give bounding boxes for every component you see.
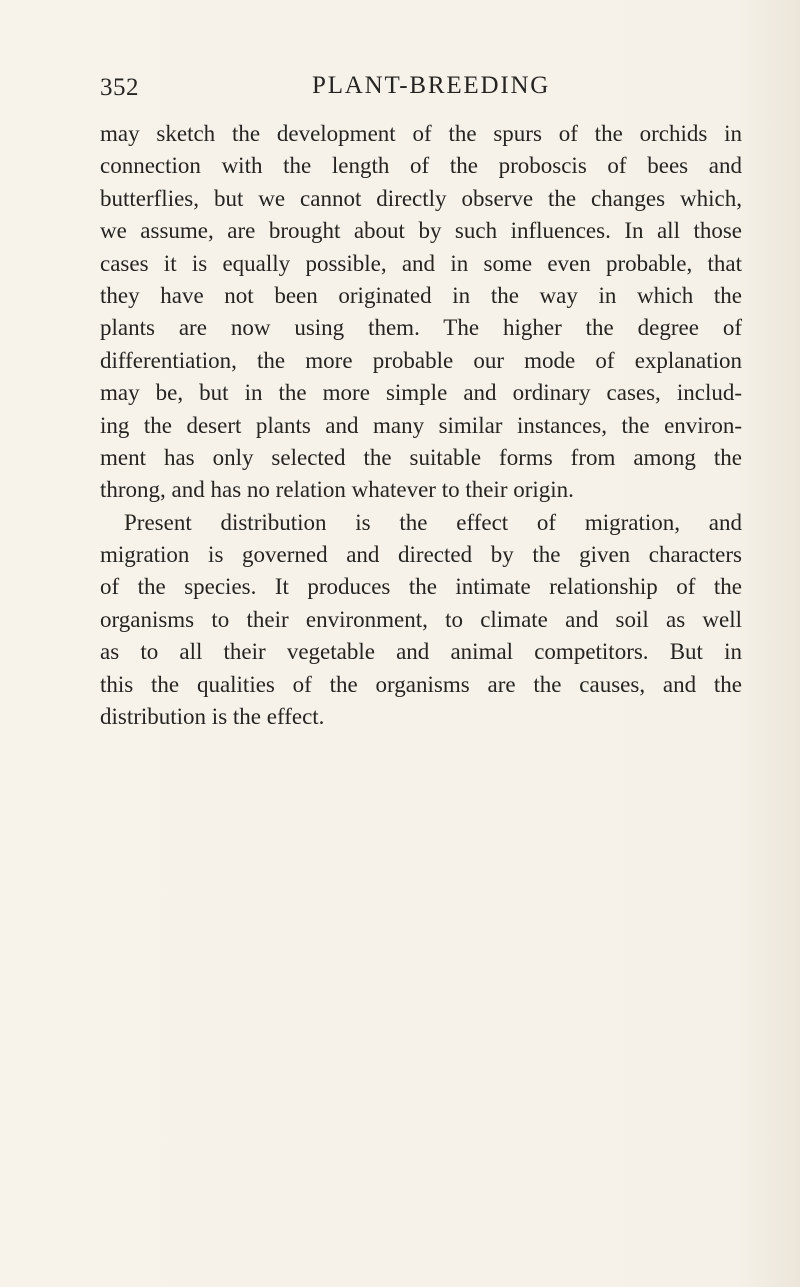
- text-line: organisms to their environment, to climate and soil as well: [100, 606, 742, 632]
- text-line: we assume, are brought about by such influences. In all those: [100, 218, 742, 244]
- text-line: ing the desert plants and many similar instances, the environ-: [100, 412, 742, 438]
- page-header: [0, 72, 800, 108]
- text-line: Present distribution is the effect of migration, and: [124, 509, 742, 535]
- text-line: they have not been originated in the way in which the: [100, 282, 742, 308]
- text-line: plants are now using them. The higher the degree of: [100, 315, 742, 341]
- text-line: may sketch the development of the spurs of the orchids in: [100, 121, 742, 146]
- text-line: connection with the length of the proboscis of bees and: [100, 153, 742, 179]
- text-line: may be, but in the more simple and ordinary cases, includ-: [100, 380, 742, 406]
- text-line: distribution is the effect.: [100, 704, 325, 730]
- text-line: throng, and has no relation whatever to their origin.: [100, 477, 574, 503]
- text-line: this the qualities of the organisms are the causes, and the: [100, 671, 742, 697]
- running-head: PLANT-BREEDING: [312, 72, 551, 99]
- text-line: of the species. It produces the intimate relationship of the: [100, 574, 742, 600]
- body-text: [100, 118, 742, 733]
- page-number: 352: [100, 74, 139, 101]
- text-line: differentiation, the more probable our mode of explanation: [100, 347, 742, 373]
- text-line: as to all their vegetable and animal competitors. But in: [100, 639, 742, 665]
- text-line: ment has only selected the suitable forms from among the: [100, 444, 742, 470]
- text-line: cases it is equally possible, and in some even probable, that: [100, 250, 742, 276]
- text-line: migration is governed and directed by the given characters: [100, 542, 742, 568]
- text-line: butterflies, but we cannot directly observe the changes which,: [100, 185, 742, 211]
